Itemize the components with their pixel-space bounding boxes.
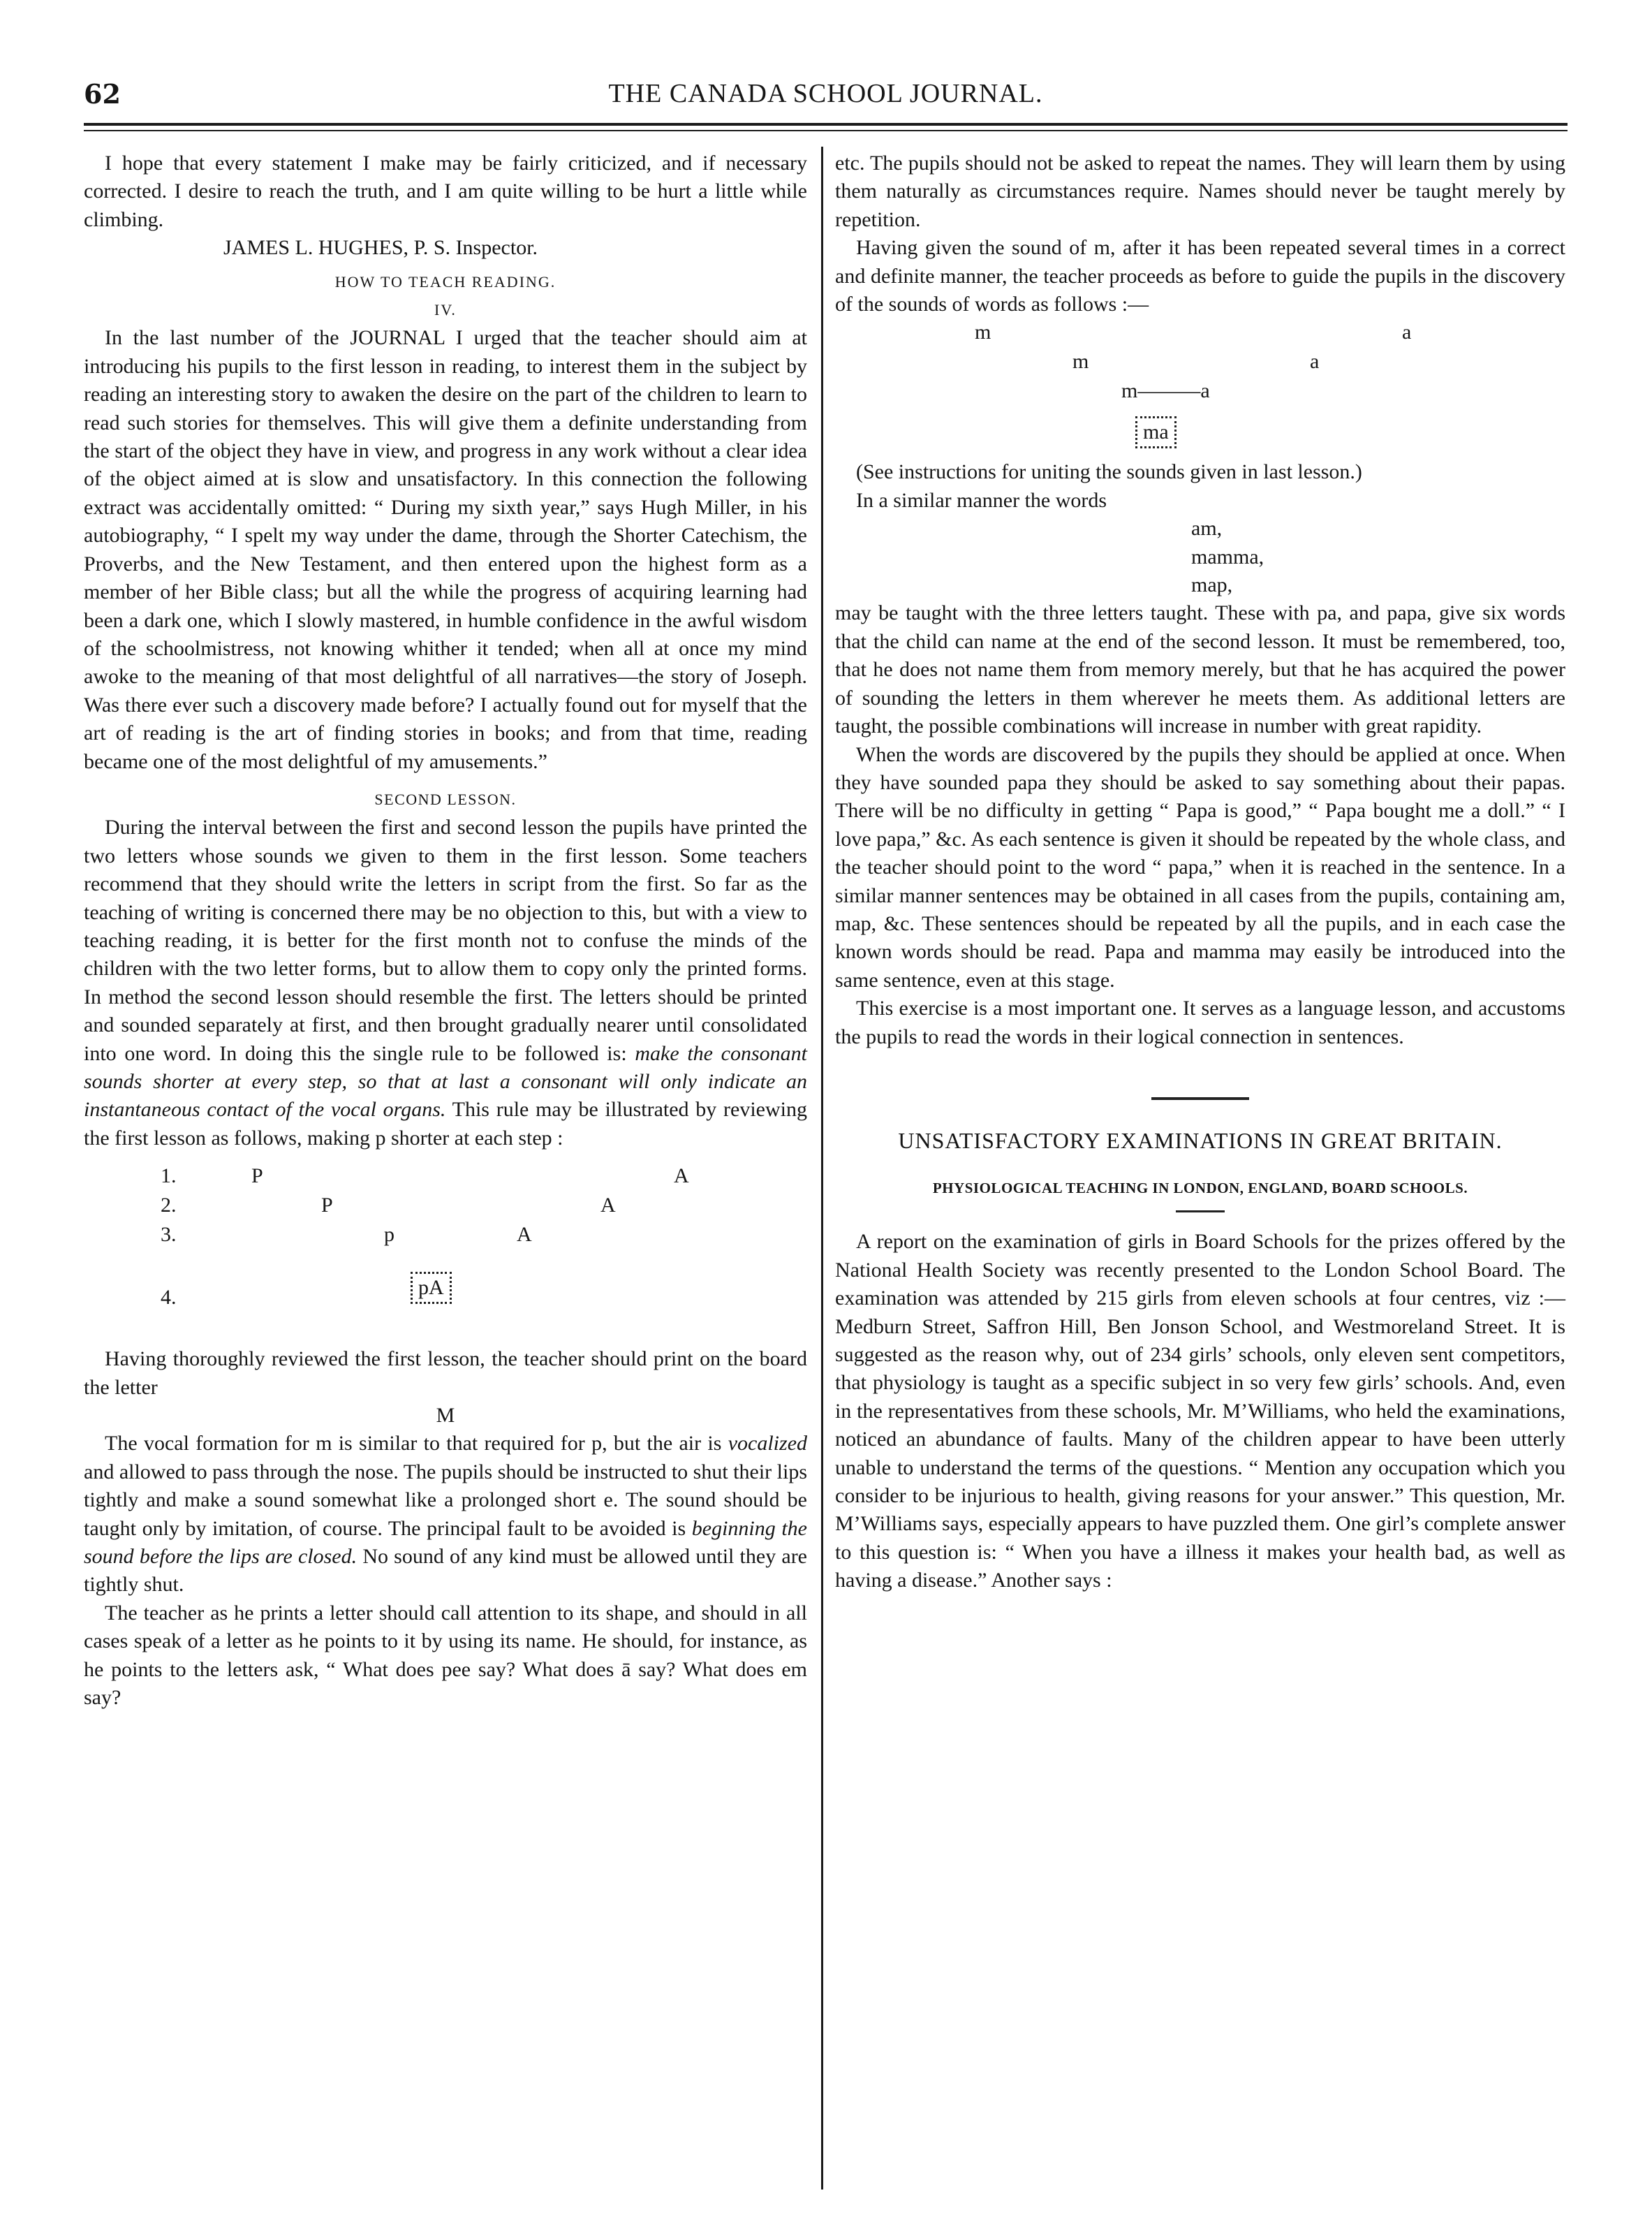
step-number: 2.: [161, 1194, 177, 1217]
step-letter-a: A: [517, 1223, 532, 1247]
word-am: am,: [1191, 517, 1223, 541]
right-paragraph-6: When the words are discovered by the pupils they should be applied at once. When they have sounded papa they should be asked to say something about their papas. There will be no difficulty in getting “ Papa is good,” “ Papa bought me a doll.” “ I love papa,” &c. As each sentence is given it should be repeated by the whole class, and the teacher should point to the word “ papa,” when it is reached in the sentence. In a similar manner sentences may be obtained in all cases from the pupils, containing am, map, &c. These sentences should be repeated by all the pupils, and in each case the known words should be read. Papa and mamma may easily be introduced into the same sentence, even at this stage.: [835, 742, 1565, 992]
right-paragraph-3: (See instructions for uniting the sounds given in last lesson.): [856, 460, 1362, 484]
step-number: 3.: [161, 1223, 177, 1247]
paragraph-2: During the interval between the first and second lesson the pupils have printed the two letters whose sounds we given to them in the first lesson. Some teachers recommend that they should write the letters in script from the first. So far as the teaching of writing is concerned there may be no objection to this, but with a view to teaching reading, it is better for the first month not to confuse the minds of the children with the two letter forms, but to allow them to copy only the printed forms. In method the second lesson should resemble the first. The letters should be printed and sounded separately at first, and then brought gradually nearer until consolidated into one word. In doing this the single rule to be followed is: make the consonant sounds shorter at every step, so that at last a consonant will only indicate an instantaneous contact of the vocal organs. This rule may be illustrated by reviewing the first lesson as follows, making p shorter at each step :: [84, 816, 807, 1150]
signature: JAMES L. HUGHES, P. S. Inspector.: [223, 236, 538, 260]
diagram-a: a: [1402, 321, 1412, 344]
right-paragraph-2: Having given the sound of m, after it has been repeated several times in a correct and definite manner, the teacher proceeds as before to guide the pupils in the discovery of the sounds of words as follows :—: [835, 236, 1565, 316]
step-letter-a: A: [600, 1194, 616, 1217]
word-mamma: mamma,: [1191, 545, 1264, 569]
paragraph-4: The vocal formation for m is similar to that required for p, but the air is vocalized and allowed to pass through the nose. The pupils should be instructed to shut their lips tightly and make a sound somewhat like a prolonged short e. The sound should be taught only by imitation, of course. The principal fault to be avoided is beginning the sound before the lips are closed. No sound of any kind must be allowed until they are tightly shut.: [84, 1432, 808, 1597]
step-letter-p: P: [321, 1194, 333, 1217]
sound-uniting-diagram: [835, 318, 1565, 458]
article-subtitle: PHYSIOLOGICAL TEACHING IN LONDON, ENGLAND, BOARD SCHOOLS.: [932, 1179, 1468, 1196]
diagram-ma-box: ma: [1135, 416, 1177, 448]
rule-text: make the consonant sounds shorter at every step, so that at last a consonant will only indicate an instantaneous contact of the vocal organs.: [84, 1041, 807, 1122]
page-header: [84, 78, 1568, 120]
left-column: [84, 149, 807, 1712]
paragraph-5: The teacher as he prints a letter should call attention to its shape, and should in all cases speak of a letter as he points to it by using its name. He should, for instance, as he points to the letters ask, “ What does pee say? What does ā say? What does em say?: [84, 1601, 807, 1710]
step-letter-p: P: [251, 1164, 263, 1188]
paragraph-3: Having thoroughly reviewed the first lesson, the teacher should print on the board the letter: [84, 1347, 807, 1399]
right-paragraph-7: This exercise is a most important one. It serves as a language lesson, and accustoms the pupils to read the words in their logical connection in sentences.: [835, 997, 1565, 1048]
header-rule-top: [84, 123, 1568, 126]
step-number: 4.: [161, 1286, 177, 1310]
page-number: 62: [84, 78, 121, 110]
step-letter-p: p: [384, 1223, 394, 1247]
second-lesson-heading: SECOND LESSON.: [374, 790, 517, 808]
article-heading: HOW TO TEACH READING.: [334, 272, 556, 291]
intro-paragraph: I hope that every statement I make may be fairly criticized, and if necessary corrected. I desire to reach the truth, and I am quite willing to be hurt a little while climbing.: [84, 152, 807, 231]
letter-m: M: [436, 1404, 455, 1428]
right-paragraph-4: In a similar manner the words: [856, 488, 1107, 512]
header-rule-bottom: [84, 130, 1568, 131]
right-paragraph-8: A report on the examination of girls in Board Schools for the prizes offered by the National Health Society was recently presented to the London School Board. The examination was attended by 215 girls from eleven schools at four centres, viz :—Medburn Street, Saffron Hill, Ben Jonson School, and Westmoreland Street. It is suggested as the reason why, out of 234 girls’ schools, only eleven sent competitors, that physiology is taught as a specific subject in so very few girls’ schools. And, even in the representatives from these schools, Mr. M’Williams, who held the examinations, noticed an abundance of faults. Many of the children appear to have been utterly unable to understand the terms of the questions. “ Mention any occupation which you consider to be injurious to health, giving reasons for your answer.” This question, Mr. M’Williams says, especially appears to have puzzled them. One girl’s complete answer to this question is: “ When you have a illness it makes your health bad, as well as having a disease.” Another says :: [835, 1230, 1565, 1592]
diagram-m: m: [975, 321, 991, 344]
diagram-a: a: [1310, 350, 1320, 374]
article-subheading: IV.: [434, 301, 457, 319]
step-letter-a: A: [674, 1164, 689, 1188]
diagram-m: m: [1072, 350, 1089, 374]
right-column: [835, 149, 1565, 1595]
word-map: map,: [1191, 573, 1233, 597]
paragraph-1: In the last number of the JOURNAL I urged that the teacher should aim at introducing his pupils to the first lesson in reading, to interest them in the subject by reading an interesting story to awaken the desire on the part of the children to learn to read such stories for themselves. This will give them a definite understanding from the start of the object they have in view, and progress in any work without a clear idea of the object aimed at is slow and unsatisfactory. In this connection the following extract was accidentally omitted: “ During my sixth year,” says Hugh Miller, in his autobiography, “ I spelt my way under the dame, through the Shorter Catechism, the Proverbs, and the New Testament, and then entered upon the highest form as a member of her Bible class; but all the while the progress of acquiring learning had been a dark one, which I slowly mastered, in humble confidence in the awful wisdom of the schoolmistress, not knowing whither it tended; when all at once my mind awoke to the meaning of that most delightful of all narratives—the story of Joseph. Was there ever such a discovery made before? I actually found out for myself that the art of reading is the art of finding stories in books; and from that time, reading became one of the most delightful of my amusements.”: [84, 326, 807, 773]
diagram-joined: m———a: [1121, 379, 1210, 403]
article-title: UNSATISFACTORY EXAMINATIONS IN GREAT BRITAIN.: [898, 1127, 1503, 1153]
step-illustration: [84, 1157, 807, 1345]
journal-title: THE CANADA SCHOOL JOURNAL.: [608, 79, 1043, 108]
right-paragraph-1: etc. The pupils should not be asked to repeat the names. They will learn them by using them naturally as circumstances require. Names should never be taught merely by repetition.: [835, 152, 1565, 231]
column-divider: [821, 147, 823, 2190]
step-combined-box: pA: [411, 1272, 452, 1304]
right-paragraph-5: may be taught with the three letters taught. These with pa, and papa, give six words that the child can name at the end of the second lesson. It must be remembered, too, that he does not name them from memory merely, but that he has acquired the power of sounding the letters in them wherever he meets them. As additional letters are taught, the possible combinations will increase in number with great rapidity.: [835, 601, 1565, 738]
step-number: 1.: [161, 1164, 177, 1188]
